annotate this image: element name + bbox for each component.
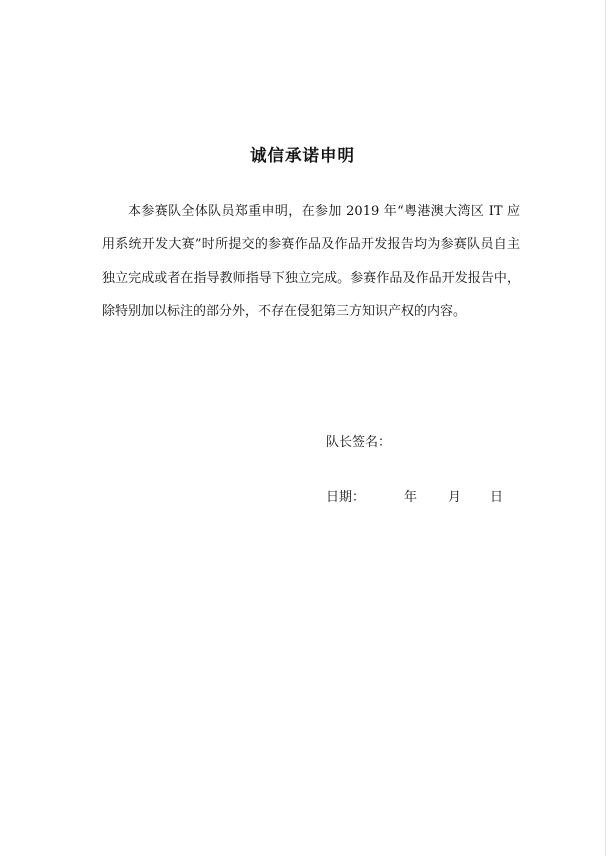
declaration-paragraph: 本参赛队全体队员郑重申明，在参加 2019 年“粤港澳大湾区 IT 应用系统开发大赛”时所提交的参赛作品及作品开发报告均为参赛队员自主独立完成或者在指导教师指导下独立完成。参赛作品及作品开发报告中，除特别加以标注的部分外，不存在侵犯第三方知识产权的内容。 (102, 204, 520, 319)
document-title: 诚信承诺申明 (250, 146, 355, 165)
date-line (326, 486, 516, 506)
date-year-label: 年 (404, 490, 418, 505)
signature-label: 队长签名： (326, 435, 392, 450)
date-label: 日期： (326, 490, 366, 505)
date-month-label: 月 (448, 490, 462, 505)
date-day-label: 日 (490, 490, 504, 505)
